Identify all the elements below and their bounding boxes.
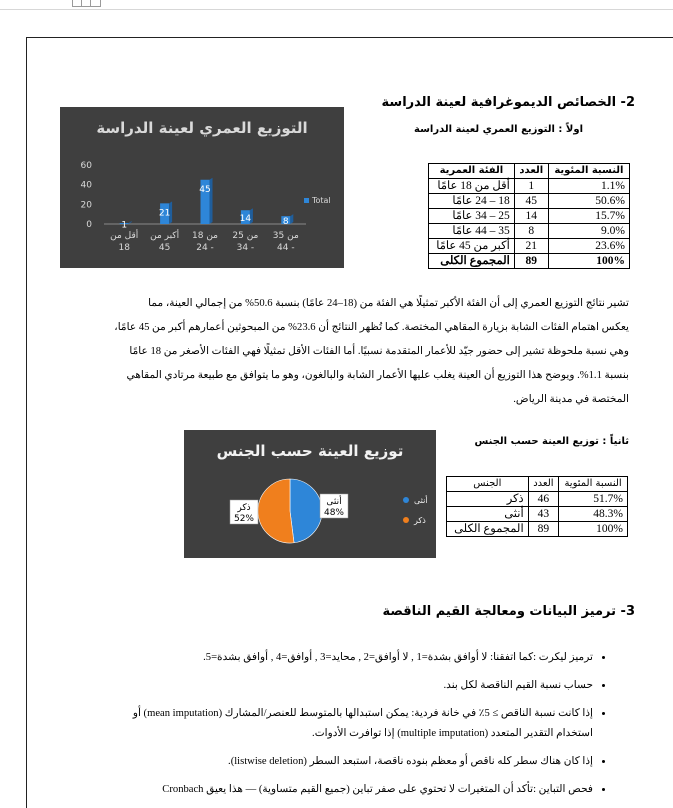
legend-label: أنثى: [414, 496, 428, 505]
age-cell-count: 21: [514, 239, 548, 254]
bar-value-label: 14: [239, 214, 252, 225]
age-cell-group: أقل من 18 عامًا: [429, 179, 515, 194]
age-cell-pct: 9.0%: [548, 224, 629, 239]
bar-value-label: 45: [199, 184, 211, 195]
x-tick-label: من 35 - 44: [272, 231, 299, 253]
age-col-pct: النسبة المئوية: [548, 164, 629, 179]
bullet-item: • إذا كان هناك سطر كله ناقص أو معظم بنوده ناقصة، استبعد السطر (listwise deletion).: [51, 752, 593, 772]
gender-chart-svg: [184, 430, 436, 558]
chart-title: التوزيع العمري لعينة الدراسة: [96, 119, 308, 137]
age-cell-count: 1: [514, 179, 548, 194]
gender-subheading: ثانياً : توزيع العينة حسب الجنس: [474, 436, 629, 447]
age-cell-pct: 50.6%: [548, 194, 629, 209]
gender-chart: [184, 430, 436, 558]
legend-swatch: [403, 517, 409, 523]
age-cell-count: 45: [514, 194, 548, 209]
age-paragraph-line: وهي نسبة ملحوظة تشير إلى حضور جيّد للأعمار المتقدمة نسبيًا. أما الفئات الأقل تمثيلًا فهي الفئات الأصغر من 18 عامًا: [129, 346, 629, 357]
age-paragraph-line: بنسبة 1.1%. ويوضح هذا التوزيع أن العينة يغلب عليها الأعمار الشابة والبالغون، وهو ما يتوافق مع طبيعة مرتادي المقاهي: [126, 370, 629, 381]
age-paragraph: [39, 292, 629, 412]
gender-col-pct: النسبة المئوية: [559, 477, 628, 492]
age-chart: [60, 107, 344, 268]
gender-cell-group: ذكر: [447, 492, 529, 507]
age-col-group: الفئة العمرية: [429, 164, 515, 179]
age-table: [428, 163, 630, 269]
gender-total-row: [447, 522, 628, 537]
legend-label: Total: [312, 196, 331, 205]
ruler-line: [0, 9, 673, 10]
bar-value-label: 1: [121, 220, 128, 231]
age-cell-count: 14: [514, 209, 548, 224]
chart-title: توزيع العينة حسب الجنس: [216, 442, 404, 460]
age-cell-pct: 23.6%: [548, 239, 629, 254]
bar-side: [290, 214, 293, 224]
x-tick-label: أقل من 18: [110, 231, 139, 253]
age-cell-pct: 1.1%: [548, 179, 629, 194]
age-paragraph-line: المختصة في مدينة الرياض.: [513, 394, 629, 405]
age-subheading: اولاً : التوزيع العمري لعينة الدراسة: [414, 124, 583, 135]
age-row: [429, 194, 630, 209]
gender-row: [447, 492, 628, 507]
y-tick-label: 20: [80, 200, 92, 211]
gender-col-group: الجنس: [447, 477, 529, 492]
gender-table: [446, 476, 628, 537]
age-col-count: العدد: [514, 164, 548, 179]
gender-total-count: 89: [528, 522, 559, 537]
gender-col-count: العدد: [528, 477, 559, 492]
bullet-item: • حساب نسبة القيم الناقصة لكل بند.: [51, 676, 593, 696]
legend-label: ذكر: [414, 516, 426, 525]
gender-total-label: المجموع الكلى: [447, 522, 529, 537]
age-paragraph-line: يعكس اهتمام الفئات الشابة بزيارة المقاهي المختصة. كما تُظهر النتائج أن 23.6% من المبحوثين أعمارهم أكبر من 45 عامًا،: [114, 322, 629, 333]
y-tick-label: 0: [86, 220, 92, 230]
checkbox-3[interactable]: [90, 0, 101, 7]
age-cell-group: 25 – 34 عامًا: [429, 209, 515, 224]
age-row: [429, 209, 630, 224]
bullet-item: • فحص التباين :تأكد أن المتغيرات لا تحتوي على صفر تباين (جميع القيم متساوية) — هذا يعيق Cronbach: [51, 780, 593, 800]
y-tick-label: 60: [80, 161, 92, 171]
age-total-label: المجموع الكلى: [429, 254, 515, 269]
section2-heading: 2- الخصائص الديموغرافية لعينة الدراسة: [381, 95, 635, 110]
x-tick-label: من 25 - 34: [232, 231, 259, 253]
gender-cell-pct: 51.7%: [559, 492, 628, 507]
x-tick-label: من 18 - 24: [192, 231, 218, 253]
age-cell-group: 18 – 24 عامًا: [429, 194, 515, 209]
gender-total-pct: 100%: [559, 522, 628, 537]
age-cell-pct: 15.7%: [548, 209, 629, 224]
x-tick-label: أكبر من 45: [150, 231, 180, 253]
y-tick-label: 40: [80, 180, 92, 191]
bar-value-label: 21: [158, 208, 171, 219]
bullet-item-continued: استخدام التقدير المتعدد (multiple imputation) إذا توافرت الأدوات.: [312, 728, 593, 739]
gender-cell-count: 46: [528, 492, 559, 507]
age-row: [429, 224, 630, 239]
pie-slice: [290, 479, 322, 543]
bullet-item: • إذا كانت نسبة الناقص ≥ 5٪ في خانة فردية: يمكن استبدالها بالمتوسط للعنصر/المشارك (mean imputation) أو: [51, 704, 593, 724]
age-paragraph-line: تشير نتائج التوزيع العمري إلى أن الفئة الأكبر تمثيلًا هي الفئة من (18–24 عامًا) بنسبة 50.6% من إجمالي العينة، مما: [148, 298, 629, 309]
age-total-pct: 100%: [548, 254, 629, 269]
pie-slice: [258, 479, 294, 543]
bar-value-label: 8: [282, 217, 289, 228]
age-cell-group: 35 – 44 عامًا: [429, 224, 515, 239]
pie-data-label: ذكر 52%: [233, 503, 255, 524]
gender-cell-group: أنثى: [447, 507, 529, 522]
legend-swatch: [403, 497, 409, 503]
section3-bullets: [51, 648, 611, 808]
pie-data-label: أنثى 48%: [323, 497, 345, 518]
gender-row: [447, 507, 628, 522]
age-cell-count: 8: [514, 224, 548, 239]
age-total-row: [429, 254, 630, 269]
age-total-count: 89: [514, 254, 548, 269]
legend-swatch: [304, 198, 309, 203]
bullet-item: • ترميز ليكرت :كما اتفقنا: لا أوافق بشدة=1 , لا أوافق=2 , محايد=3 , أوافق=4 , أوافق بشدة=5.: [51, 648, 593, 668]
gender-cell-pct: 48.3%: [559, 507, 628, 522]
age-row: [429, 239, 630, 254]
age-cell-group: أكبر من 45 عامًا: [429, 239, 515, 254]
gender-cell-count: 43: [528, 507, 559, 522]
age-chart-svg: [60, 107, 344, 268]
section3-heading: 3- ترميز البيانات ومعالجة القيم الناقصة: [382, 604, 635, 619]
age-row: [429, 179, 630, 194]
